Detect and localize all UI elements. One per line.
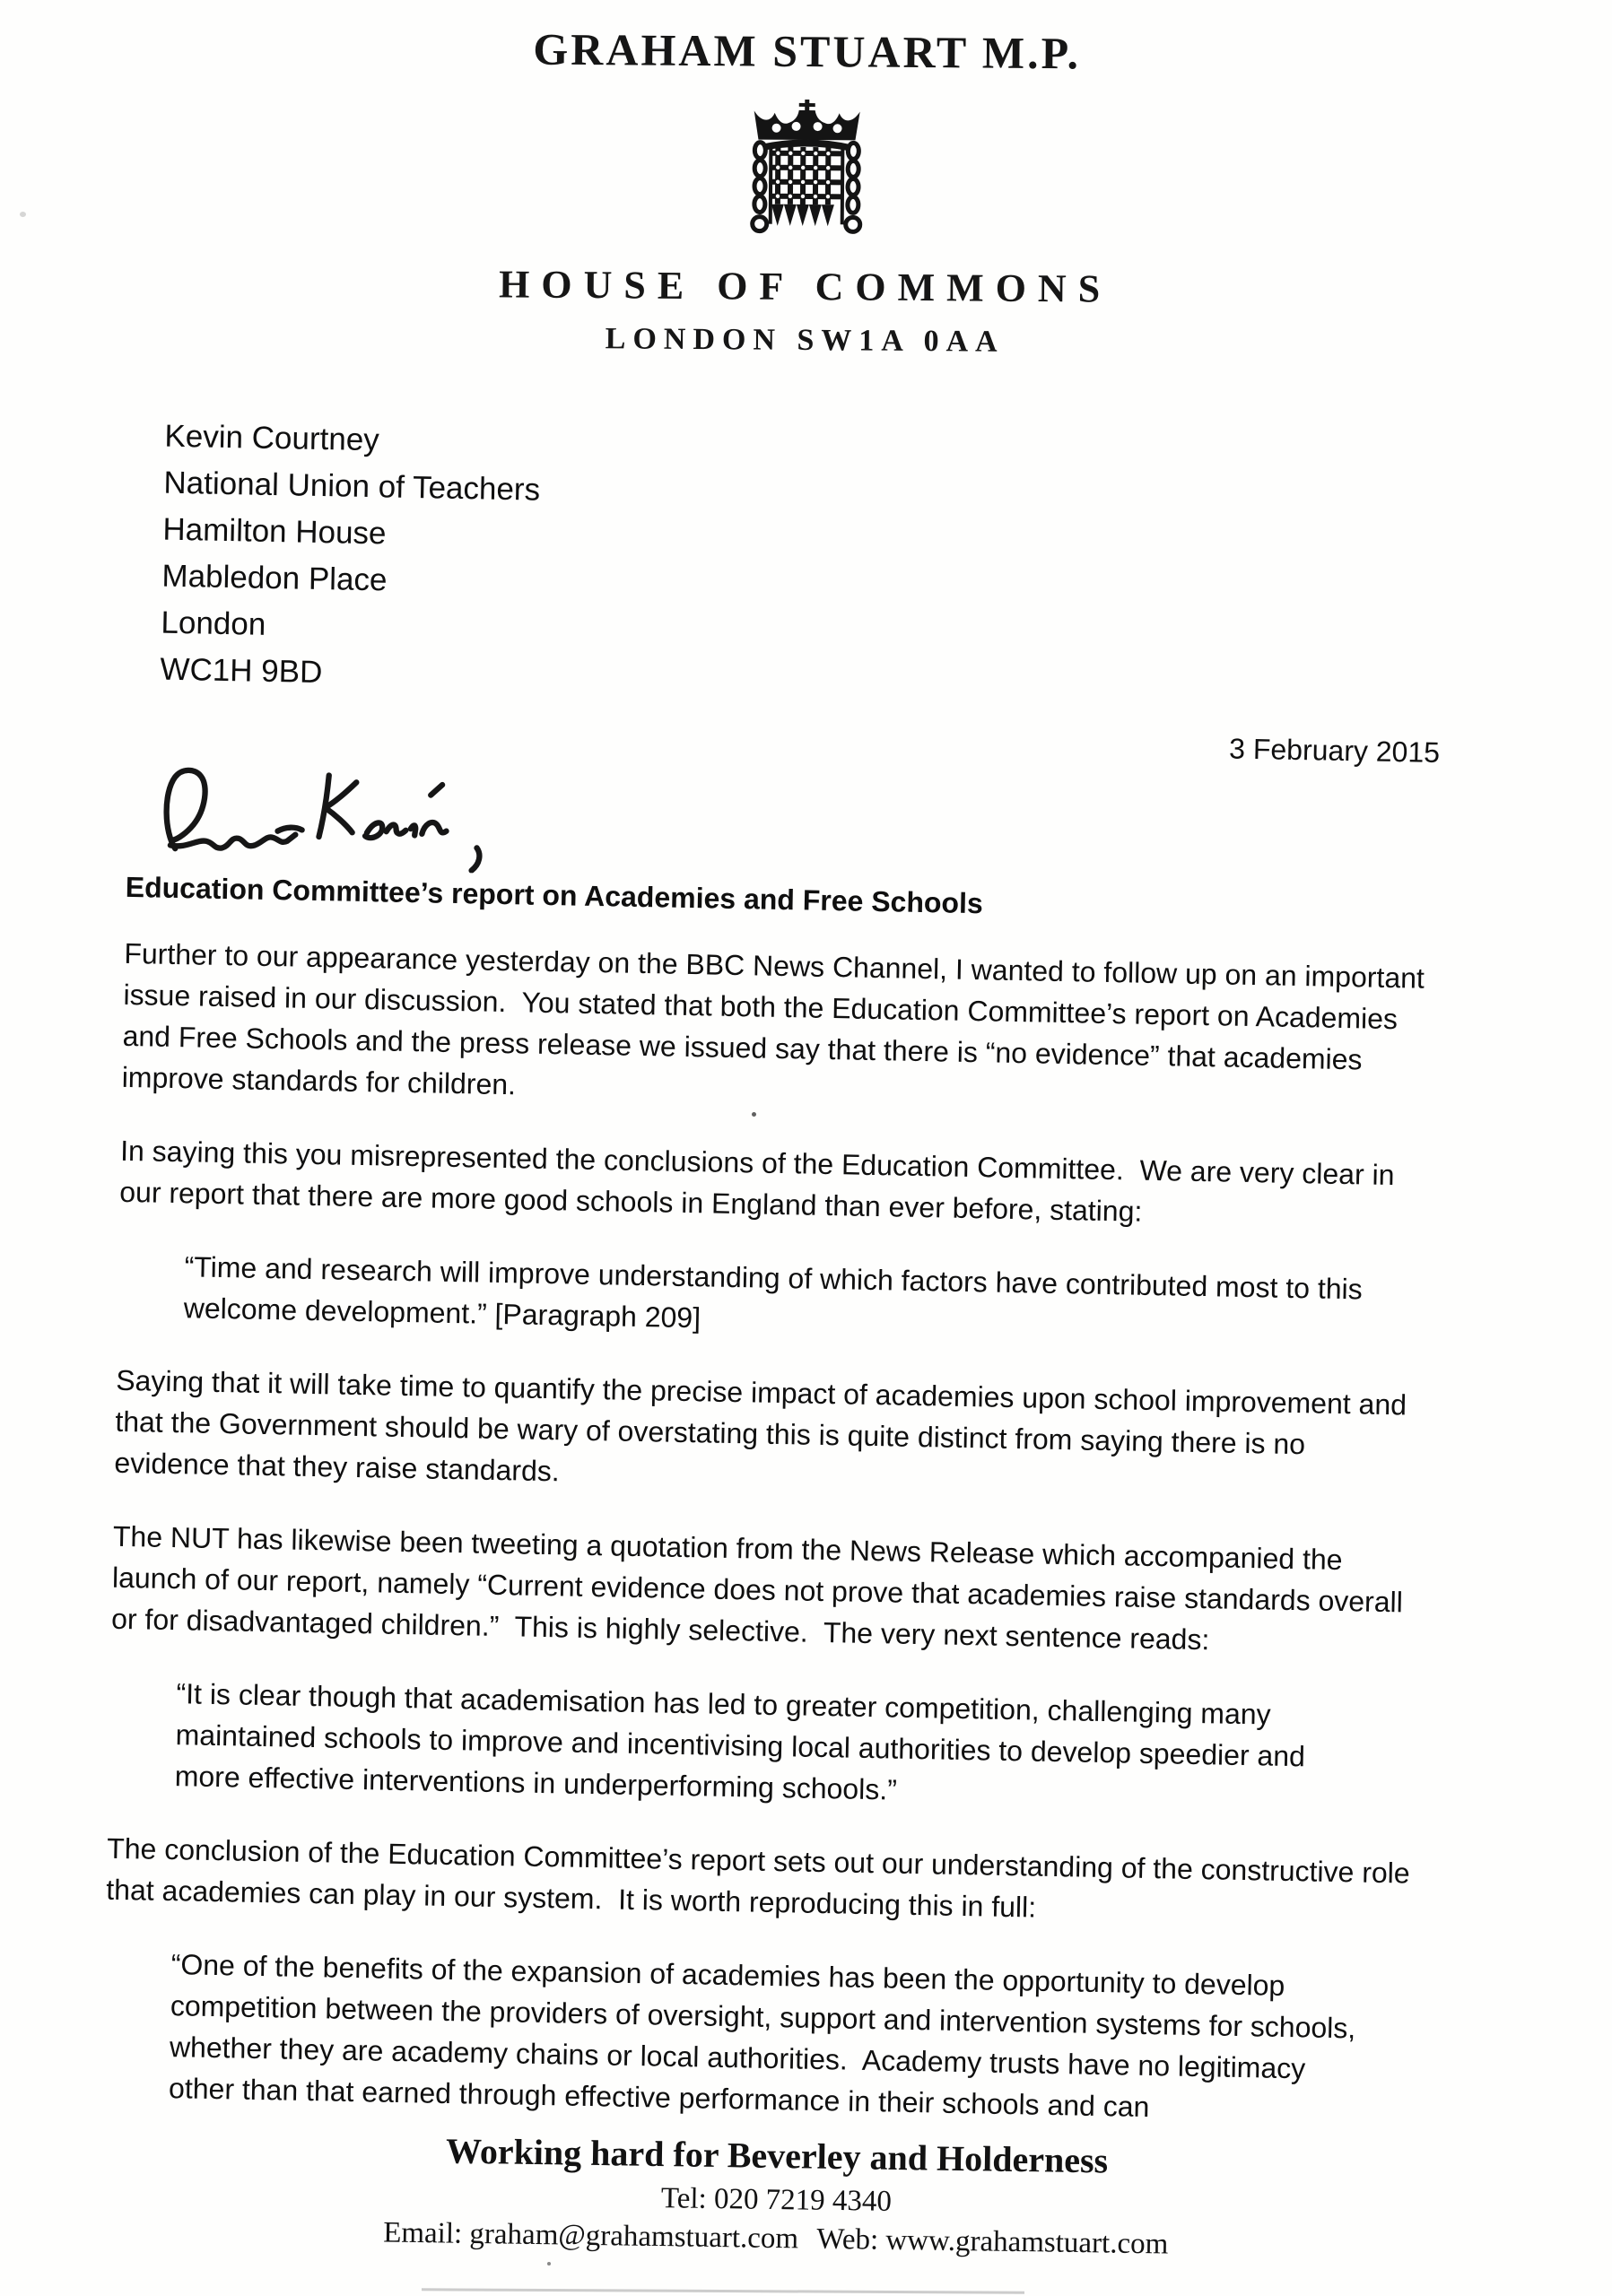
footer-web: Web: www.grahamstuart.com [816,2222,1169,2261]
recipient-address [160,413,1446,718]
paragraph: The NUT has likewise been tweeting a quotation from the News Release which accompanied the launch of our report, namely “Current evidence does not prove that academies raise standards overall or for disadvantaged children.” This is highly selective. The very next sentence reads: [110,1519,1404,1657]
scan-edge-line [422,2288,1024,2294]
scan-speck [752,1112,756,1117]
block-quote: “One of the benefits of the expansion of academies has been the opportunity to develop competition between the providers of oversight, support and intervention systems for schools, whether they are academy chains or local authorities. Academy trusts have no legitimacy other than that earned through effective performance in their schools and can [168,1948,1356,2124]
subject-line: Education Committee’s report on Academies and Free Schools [125,870,984,920]
footer-email: Email: graham@grahamstuart.com [382,2216,799,2256]
footer-telephone: Tel: 020 7219 4340 [660,2182,893,2218]
paragraph: In saying this you misrepresented the conclusions of the Education Committee. We are very clear in our report that there are more good schools in England than ever before, stating: [118,1134,1395,1228]
recipient-line: WC1H 9BD [160,651,323,691]
paragraph: Further to our appearance yesterday on the BBC News Channel, I wanted to follow up on an important issue raised in our discussion. You stated that both the Education Committee’s report on Academies and Free Schools and the press release we issued say that there is “no evidence” that academies improve standards for children. [121,936,1425,1101]
letter-date: 3 February 2015 [1228,732,1441,769]
block-quote: “It is clear though that academisation has led to greater competition, challenging many maintained schools to improve and incentivising local authorities to develop speedier and more effective interventions in underperforming schools.” [174,1677,1306,1806]
letter-body [101,413,1446,2165]
paragraph: The conclusion of the Education Committee’s report sets out our understanding of the constructive role that academies can play in our system. It is worth reproducing this in full: [106,1831,1410,1924]
mp-name: GRAHAM STUART M.P. [533,23,1082,79]
recipient-line: London [161,604,266,642]
institution-name: HOUSE OF COMMONS [498,262,1112,311]
scan-speck [547,2262,551,2266]
recipient-line: National Union of Teachers [163,465,541,508]
recipient-line: Hamilton House [162,511,387,552]
institution-address: LONDON SW1A 0AA [605,322,1005,359]
letterhead [0,19,1612,364]
block-quote: “Time and research will improve understanding of which factors have contributed most to this welcome development.” [Paragraph 209] [183,1250,1364,1335]
scan-speck [20,212,26,217]
footer-tagline: Working hard for Beverley and Holderness [445,2130,1109,2181]
letter-footer [0,2123,1554,2267]
recipient-line: Mabledon Place [161,558,388,598]
paragraph: Saying that it will take time to quantify the precise impact of academies upon school improvement and that the Government should be wary of overstating this is quite distinct from saying there is no evidence that they raise standards. [114,1363,1407,1488]
portcullis-crest-icon [0,92,1612,247]
recipient-line: Kevin Courtney [164,418,380,458]
